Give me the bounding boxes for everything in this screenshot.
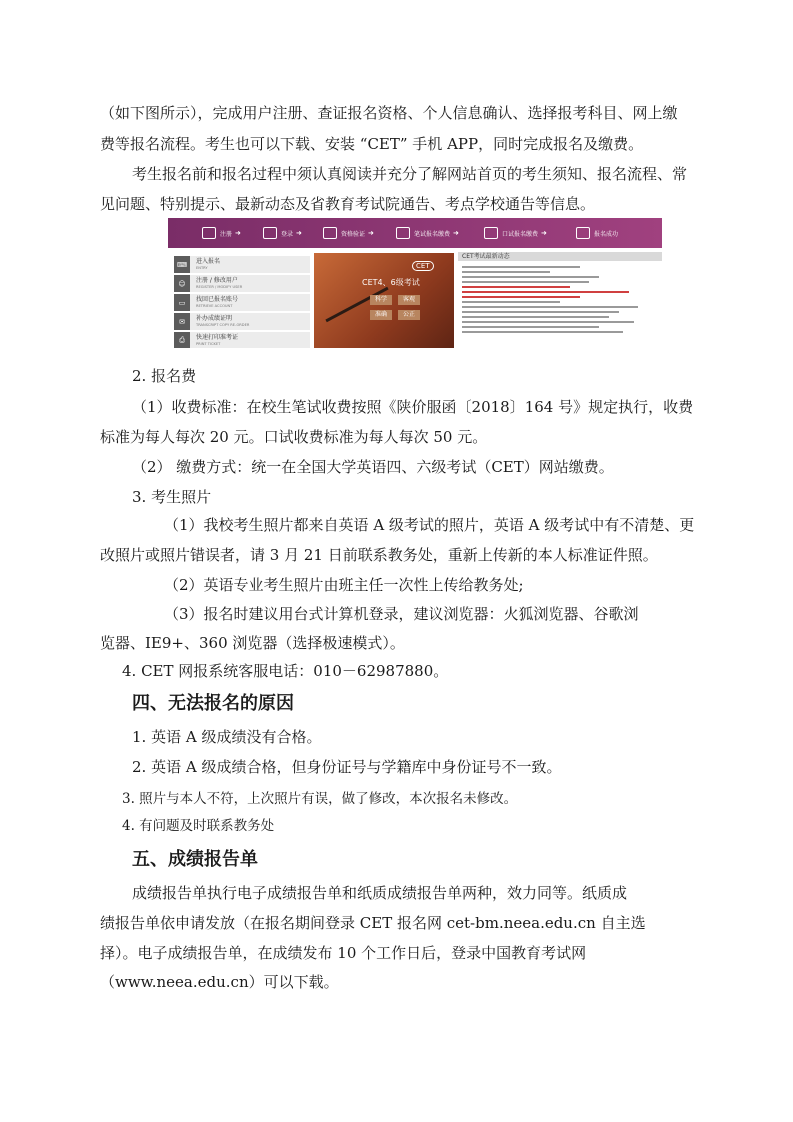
heading-cannot-register: 四、无法报名的原因 <box>132 693 294 714</box>
monitor-icon: ▭ <box>174 294 190 311</box>
certificate-icon: ✉ <box>174 313 190 330</box>
hotline-line: 4. CET 网报系统客服电话：010－62987880。 <box>122 662 449 680</box>
menu-retrieve[interactable]: ▭ 找回已报名账号 RETRIEVE ACCOUNT <box>174 294 310 311</box>
menu-print[interactable]: ⎙ 快速打印准考证 PRINT TICKET <box>174 332 310 348</box>
register-icon <box>202 227 216 239</box>
banner-tag: 客观 <box>398 295 420 305</box>
paragraph-line: （2）英语专业考生照片由班主任一次性上传给教务处; <box>164 576 524 594</box>
list-item: 4. 有问题及时联系教务处 <box>122 818 275 834</box>
check-icon <box>576 227 590 239</box>
news-panel <box>458 252 662 348</box>
paragraph-line: （1）我校考生照片都来自英语 A 级考试的照片，英语 A 级考试中有不清楚、更 <box>164 516 695 534</box>
keyboard-icon: ⌨ <box>174 256 190 273</box>
banner-tag: 准确 <box>370 310 392 320</box>
step-register: 注册 ➜ <box>202 218 241 248</box>
registration-steps-bar <box>168 218 662 248</box>
step-login: 登录 ➜ <box>263 218 302 248</box>
paragraph-line: 成绩报告单执行电子成绩报告单和纸质成绩报告单两种，效力同等。纸质成 <box>132 884 628 902</box>
section-title: 3. 考生照片 <box>132 488 212 506</box>
paragraph-line: （2） 缴费方式：统一在全国大学英语四、六级考试（CET）网站缴费。 <box>132 458 614 476</box>
cart-icon <box>396 227 410 239</box>
paragraph-line: 考生报名前和报名过程中须认真阅读并充分了解网站首页的考生须知、报名流程、常 <box>132 165 688 183</box>
cet-banner <box>314 253 454 348</box>
paragraph-line: 择）。电子成绩报告单，在成绩发布 10 个工作日后，登录中国教育考试网 <box>100 944 587 962</box>
section-title: 2. 报名费 <box>132 367 197 385</box>
paragraph-line: 见问题、特别提示、最新动态及省教育考试院通告、考点学校通告等信息。 <box>100 195 596 213</box>
paragraph-line: （1）收费标准：在校生笔试收费按照《陕价服函〔2018〕164 号》规定执行，收费 <box>132 398 694 416</box>
paragraph-line: 改照片或照片错误者，请 3 月 21 日前联系教务处，重新上传新的本人标准证件照。 <box>100 546 658 564</box>
cart-icon <box>484 227 498 239</box>
menu-transcript[interactable]: ✉ 补办成绩证明 TRANSCRIPT COPY RE-ORDER <box>174 313 310 330</box>
step-oral-fee: 口试报名缴费 ➜ <box>484 218 547 248</box>
step-success: 报名成功 <box>576 218 618 248</box>
step-verify: 资格验证 ➜ <box>323 218 374 248</box>
menu-register[interactable]: ☺ 注册 / 修改用户 REGISTER / MODIFY USER <box>174 275 310 292</box>
heading-score-report: 五、成绩报告单 <box>132 849 258 870</box>
paragraph-line: （3）报名时建议用台式计算机登录，建议浏览器：火狐浏览器、谷歌浏 <box>164 605 639 623</box>
registration-site-screenshot <box>168 218 662 348</box>
paragraph-line: （如下图所示），完成用户注册、查证报名资格、个人信息确认、选择报考科目、网上缴 <box>100 104 678 122</box>
menu-entry[interactable]: ⌨ 进入报名 ENTRY <box>174 256 310 273</box>
news-title: CET考试最新动态 <box>458 252 662 261</box>
paragraph-line: 绩报告单依申请发放（在报名期间登录 CET 报名网 cet-bm.neea.edu.cn 自主选 <box>100 914 646 932</box>
site-menu <box>174 256 310 348</box>
users-icon <box>263 227 277 239</box>
paragraph-line: 标准为每人每次 20 元。口试收费标准为每人每次 50 元。 <box>100 428 488 446</box>
printer-icon: ⎙ <box>174 332 190 348</box>
user-icon: ☺ <box>174 275 190 292</box>
paragraph-line: 览器、IE9+、360 浏览器（选择极速模式）。 <box>100 634 405 652</box>
list-item: 1. 英语 A 级成绩没有合格。 <box>132 728 322 746</box>
verify-icon <box>323 227 337 239</box>
paragraph-line: 费等报名流程。考生也可以下载、安装 “CET” 手机 APP，同时完成报名及缴费。 <box>100 135 644 153</box>
list-item: 2. 英语 A 级成绩合格，但身份证号与学籍库中身份证号不一致。 <box>132 758 562 776</box>
step-written-fee: 笔试报名缴费 ➜ <box>396 218 459 248</box>
banner-tag: 科学 <box>370 295 392 305</box>
list-item: 3. 照片与本人不符，上次照片有误，做了修改，本次报名未修改。 <box>122 791 518 807</box>
banner-title: CET4、6级考试 <box>362 278 420 287</box>
banner-tag: 公正 <box>398 310 420 320</box>
paragraph-line: （www.neea.edu.cn）可以下载。 <box>100 973 339 991</box>
cet-logo: CET <box>412 261 434 271</box>
